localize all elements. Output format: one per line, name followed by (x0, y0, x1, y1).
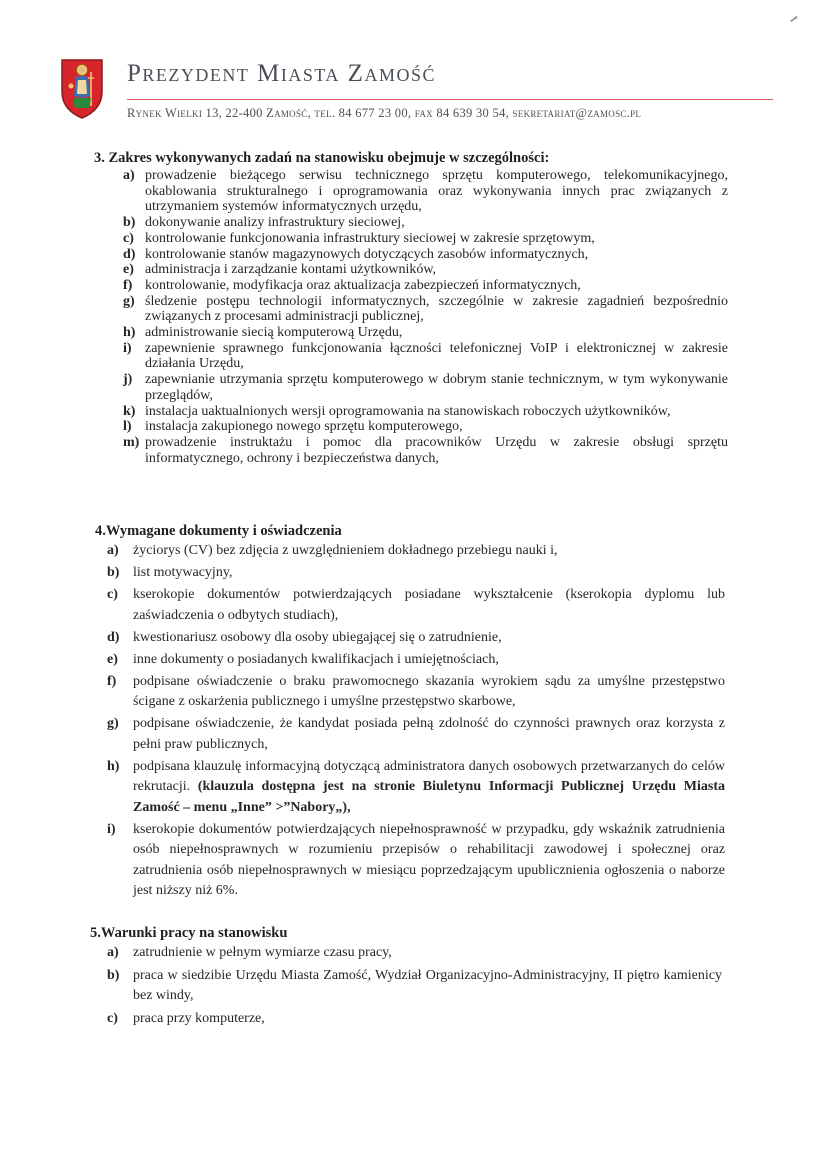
list-item (107, 1009, 722, 1030)
section-heading: 5.Warunki pracy na stanowisku (90, 925, 288, 941)
item-letter: d) (107, 629, 120, 645)
section-work-conditions (90, 925, 722, 1031)
letterhead-rule (127, 99, 773, 100)
scan-artifact (790, 16, 798, 22)
item-letter: d) (123, 246, 136, 262)
list-item (123, 404, 728, 420)
item-text: podpisane oświadczenie o braku prawomocnego skazania wyrokiem sądu za umyślne przestępstwo ścigane z oskarżenia publicznego i umyślne przestępstwo skarbowe, (133, 673, 725, 709)
list-item (123, 325, 728, 341)
item-letter: j) (123, 372, 133, 388)
list-item (107, 628, 725, 649)
list-item (107, 943, 722, 964)
organization-address: Rynek Wielki 13, 22-400 Zamość, tel. 84 677 23 00, fax 84 639 30 54, sekretariat@zamosc.pl (127, 106, 642, 120)
item-text-bold: (klauzula dostępna jest na stronie Biuletynu Informacji Publicznej Urzędu Miasta Zamość – menu „Inne” >”Nabory„), (133, 779, 725, 815)
item-text: kserokopie dokumentów potwierdzających posiadane wykształcenie (kserokopia dyplomu lub zaświadczenia o odbytych studiach), (133, 587, 725, 623)
item-text: instalacja zakupionego nowego sprzętu komputerowego, (145, 419, 463, 435)
item-letter: c) (107, 1010, 118, 1026)
list-item (107, 820, 725, 902)
item-text: instalacja uaktualnionych wersji oprogramowania na stanowiskach roboczych użytkowników, (145, 403, 671, 419)
item-letter: c) (123, 230, 134, 246)
section-heading: 3. Zakres wykonywanych zadań na stanowisku obejmuje w szczególności: (94, 150, 550, 166)
list-item (107, 650, 725, 671)
item-letter: c) (107, 587, 118, 602)
list-item (123, 435, 728, 466)
item-letter: b) (107, 565, 120, 580)
item-letter: m) (123, 434, 140, 450)
item-text: życiorys (CV) bez zdjęcia z uwzględnieniem dokładnego przebiegu nauki i, (133, 543, 558, 558)
list-item (107, 672, 725, 713)
item-letter: i) (107, 821, 116, 837)
list-item (123, 231, 728, 247)
item-text: kontrolowanie stanów magazynowych dotyczących zasobów informatycznych, (145, 246, 589, 262)
item-letter: h) (123, 325, 136, 341)
section-task-scope (94, 150, 728, 466)
item-text (133, 757, 725, 819)
item-text: podpisane oświadczenie, że kandydat posiada pełną zdolność do czynności prawnych oraz korzysta z pełni praw publicznych, (133, 716, 725, 752)
list-item (107, 757, 725, 819)
section-required-documents (95, 523, 725, 903)
documents-list (107, 541, 725, 902)
item-text: zapewnienie sprawnego funkcjonowania łączności telefonicznej VoIP i elektronicznej w zakresie działania Urzędu, (145, 340, 728, 372)
item-text: prowadzenie bieżącego serwisu technicznego sprzętu komputerowego, telekomunikacyjnego, okablowania strukturalnego i oprogramowania oraz wykonywania innych prac związanych z utrzymaniem systemów informatycznych urzędu, (145, 168, 728, 215)
list-item (107, 966, 722, 1007)
item-text: zapewnianie utrzymania sprzętu komputerowego w dobrym stanie technicznym, w tym wykonywanie przeglądów, (145, 372, 728, 403)
list-item (123, 419, 728, 435)
list-item (107, 714, 725, 755)
item-text: inne dokumenty o posiadanych kwalifikacjach i umiejętnościach, (133, 651, 499, 667)
organization-name: Prezydent Miasta Zamość (127, 60, 436, 87)
list-item (123, 278, 728, 294)
list-item (123, 215, 728, 231)
item-text: praca w siedzibie Urzędu Miasta Zamość, Wydział Organizacyjno-Administracyjny, II piętro kamienicy bez windy, (133, 967, 722, 1003)
item-letter: g) (123, 293, 135, 309)
item-letter: e) (107, 651, 118, 667)
item-letter: a) (107, 945, 119, 960)
conditions-list (107, 943, 722, 1029)
item-letter: b) (107, 967, 120, 983)
list-item (123, 247, 728, 263)
item-letter: i) (123, 340, 132, 356)
item-text-plain: podpisana klauzulę informacyjną dotyczącą administratora danych osobowych przetwarzanych do celów rekrutacji. (133, 758, 725, 794)
item-letter: b) (123, 215, 136, 231)
item-text: administracja i zarządzanie kontami użytkowników, (145, 262, 437, 278)
item-text: kwestionariusz osobowy dla osoby ubiegającej się o zatrudnienie, (133, 629, 502, 645)
list-item (123, 341, 728, 372)
item-text: prowadzenie instruktażu i pomoc dla pracowników Urzędu w zakresie obsługi sprzętu informatycznego, ochrony i bezpieczeństwa danych, (145, 434, 728, 466)
list-item (107, 585, 725, 626)
list-item (107, 541, 725, 562)
item-letter: a) (123, 168, 135, 183)
item-text: dokonywanie analizy infrastruktury sieciowej, (145, 215, 405, 231)
item-text: śledzenie postępu technologii informatycznych, szczególnie w zakresie zagadnień bezpośrednio związanych z procesami administracji publicznej, (145, 293, 728, 325)
section-heading: 4.Wymagane dokumenty i oświadczenia (95, 523, 342, 539)
city-coat-of-arms-icon (60, 58, 104, 120)
item-letter: f) (123, 277, 133, 293)
item-text: kserokopie dokumentów potwierdzających niepełnosprawność w przypadku, gdy wskaźnik zatrudnienia osób niepełnosprawnych w rozumieniu przepisów o rehabilitacji zawodowej i społecznej oraz zatrudnienia osób niepełnosprawnych w miesiącu poprzedzającym upublicznienia ogłoszenia o naborze jest niższy niż 6%. (133, 821, 725, 898)
list-item (123, 372, 728, 403)
item-letter: e) (123, 262, 134, 278)
item-letter: a) (107, 543, 119, 558)
item-letter: h) (107, 758, 120, 774)
item-letter: l) (123, 419, 132, 435)
item-text: praca przy komputerze, (133, 1010, 265, 1026)
item-text: list motywacyjny, (133, 565, 233, 580)
list-item (123, 168, 728, 215)
list-item (123, 294, 728, 325)
item-text: zatrudnienie w pełnym wymiarze czasu pracy, (133, 945, 392, 960)
item-text: kontrolowanie, modyfikacja oraz aktualizacja zabezpieczeń informatycznych, (145, 277, 581, 293)
task-list (123, 168, 728, 466)
item-text: kontrolowanie funkcjonowania infrastruktury sieciowej w zakresie sprzętowym, (145, 230, 595, 246)
item-letter: k) (123, 403, 136, 419)
item-text: administrowanie siecią komputerową Urzędu, (145, 325, 403, 341)
item-letter: g) (107, 716, 119, 731)
list-item (107, 563, 725, 584)
item-letter: f) (107, 673, 117, 689)
list-item (123, 262, 728, 278)
